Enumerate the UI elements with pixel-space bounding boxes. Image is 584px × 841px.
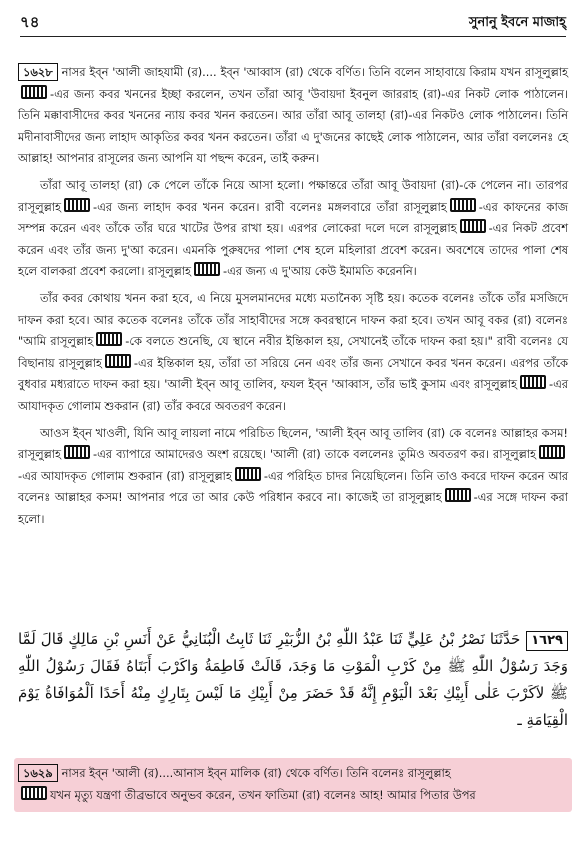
salutation-icon [460, 219, 486, 233]
text-span: নাসর ইব্‌ন 'আলী (র)....আনাস ইব্‌ন মালিক (রা) থেকে বর্ণিত। তিনি বলেনঃ রাসূলুল্লাহ [61, 766, 451, 780]
salutation-icon [64, 445, 90, 459]
salutation-icon [64, 198, 90, 212]
text-span: -এর জন্য এ দু'আয় কেউ ইমামতি করেননি। [223, 264, 417, 279]
text-span: -এর সঙ্গে দাফন করা হলো। [18, 490, 568, 526]
hadith-number-box: ১৬২৯ [18, 764, 58, 782]
paragraph-4 [18, 423, 568, 531]
text-span: -এর জন্য কবর খননের ইচ্ছা করলেন, তখন তাঁরা আবূ 'উবায়দা ইবনুল জাররাহ (রা)-এর নিকট লোক পাঠালেন। তিনি মক্কাবাসীদের কবর খননের ন্যায় কবর খনন করতেন। আর তাঁরা আবূ তালহা (রা)-এর নিকটও লোক পাঠালেন। তিনি মদীনাবাসীদের জন্য লাহাদ আকৃতির কবর খনন করতেন। তাঁরা এ দু'জনের কাছেই লোক পাঠালেন, আর তাঁরা বললেনঃ হে আল্লাহ! আপনার রাসূলের জন্য আপনি যা পছন্দ করেন, তাই করুন। [18, 86, 568, 166]
hadith-number-box: ১৬২৮ [18, 63, 58, 81]
hadith-number-box: ١٦٢٩ [526, 631, 568, 651]
text-span: -কে বলতে শুনেছি, যে স্থানে নবীর ইন্তিকাল হয়, সেখানেই তাঁকে দাফন করা হয়।" রাবী বলেনঃ যে বিছানায় রাসূলুল্লাহ [18, 334, 568, 370]
text-span: তাঁর কবর কোথায় খনন করা হবে, এ নিয়ে মুসলমানদের মধ্যে মতানৈক্য সৃষ্টি হয়। কতেক বলেনঃ তাঁকে তাঁর মসজিদে দাফন করা হবে। আর কতেক বলেনঃ তাঁকে তাঁর সাহাবীদের সঙ্গে কবরস্থানে দাফন করা হবে। তখন আবূ বকর (রা) বলেনঃ "আমি রাসূলুল্লাহ [18, 290, 568, 349]
text-span: -এর পরিহিত চাদর নিয়েছিলেন। তিনি তাও কবরে দাফন করেন আর বলেনঃ আল্লাহর কসম! আপনার পরে তা আর কেউ পরিধান করবে না। কাজেই তা রাসূলুল্লাহ [18, 468, 569, 505]
salutation-icon [21, 786, 47, 800]
text-span: -এর ইন্তিকাল হয়, তাঁরা তা সরিয়ে নেন এবং তাঁর জন্য সেখানে কবর খনন করেন। এরপর তাঁকে বুধবার মধ্যরাতে দাফন করা হয়। 'আলী ইব্‌ন আবূ তালিব, ফযল ইব্‌ন 'আব্বাস, তাঁর ভাই কুসাম এবং রাসূলুল্লাহ [18, 355, 568, 392]
salutation-icon [21, 85, 47, 99]
salutation-icon [235, 467, 261, 481]
paragraph-3 [18, 288, 568, 418]
salutation-icon [96, 332, 122, 346]
text-span: নাসর ইব্‌ন 'আলী জাহযামী (র).... ইব্‌ন 'আব্বাস (রা) থেকে বর্ণিত। তিনি বলেন সাহাবায়ে কিরাম যখন রাসূলুল্লাহ [61, 65, 568, 79]
page-header [20, 10, 566, 37]
salutation-icon [539, 445, 565, 459]
text-span: তাঁরা আবূ তালহা (রা) কে পেলে তাঁকে নিয়ে আসা হলো। পক্ষান্তরে তাঁরা আবূ উবায়দা (রা)-কে পেলেন না। তারপর রাসূলুল্লাহ [18, 177, 568, 214]
page-number: ৭৪ [20, 12, 40, 31]
salutation-icon [520, 375, 546, 389]
text-span: -এর আযাদকৃত গোলাম শুকরান (রা) তাঁর কবরে অবতরণ করেন। [18, 377, 568, 413]
text-span: -এর ব্যাপারে আমাদেরও অংশ রয়েছে। 'আলী (রা) তাকে বললেনঃ তুমিও অবতরণ কর। রাসূলুল্লাহ [92, 447, 536, 462]
salutation-icon [194, 262, 220, 276]
salutation-icon [445, 488, 471, 502]
text-span: -এর নিকট প্রবেশ করেন এবং তাঁর জন্য দু'আ করেন। এমনকি পুরুষদের পালা শেষ হলে মহিলারা প্রবেশ করেন। অবশেষে তাদের পালা শেষ হলে বালকরা প্রবেশ করলো। রাসূলুল্লাহ [18, 221, 568, 279]
text-span: আওস ইব্‌ন খাওলী, যিনি আবূ লায়লা নামে পরিচিত ছিলেন, 'আলী ইব্‌ন আবূ তালিব (রা) কে বলেনঃ আল্লাহর কসম! রাসূলুল্লাহ [18, 425, 568, 462]
text-span: -এর কাফনের কাজ সম্পন্ন করেন এবং তাঁকে তাঁর ঘরে খাটের উপর রাখা হয়। এরপর লোকেরা দলে দলে রাসূলুল্লাহ [18, 199, 568, 236]
text-span: যখন মৃত্যু যন্ত্রণা তীব্রভাবে অনুভব করেন, তখন ফাতিমা (রা) বলেনঃ আহ! আমার পিতার উপর [50, 787, 476, 802]
hadith-1629-arabic [18, 626, 568, 734]
text-span: -এর জন্য লাহাদ কবর খনন করেন। রাবী বলেনঃ মঙ্গলবারে তাঁরা রাসূলুল্লাহ [92, 199, 447, 214]
arabic-text: حَدَّثَنَا نَصْرُ بْنُ عَلِيٍّ ثَنَا عَبْدُ اللّٰهِ بْنُ الزُّبَيْرِ ثَنَا ثَابِتُ الْبُنَانِيُّ عَنْ أَنَسِ بْنِ مَالِكٍ قَالَ لَمَّا وَجَدَ رَسُوْلُ اللّٰهِ ﷺ مِنْ كَرْبِ الْمَوْتِ مَا وَجَدَ، قَالَتْ فَاطِمَةُ وَاكَرْبَ أَبَتَاهُ فَقَالَ رَسُوْلُ اللّٰهِ ﷺ لاَكَرْبَ عَلٰى أَبِيْكِ بَعْدَ الْيَوْمِ إِنَّهُ قَدْ حَضَرَ مِنْ أَبِيْكِ مَا لَيْسَ بِتَارِكٍ مِنْهُ أَحَدًا اَلْمُوَافَاةُ يَوْمَ الْقِيَامَةِ ـ [18, 630, 568, 729]
paragraph-2 [18, 175, 568, 283]
salutation-icon [450, 198, 476, 212]
paragraph-1 [18, 62, 568, 170]
book-title: সুনানু ইবনে মাজাহ্ [468, 14, 566, 30]
hadith-1629-translation [18, 763, 568, 806]
text-span: -এর আযাদকৃত গোলাম শুকরান (রা) রাসূলুল্লাহ [18, 468, 232, 483]
salutation-icon [105, 354, 131, 368]
hadith-1628-translation [18, 62, 568, 535]
